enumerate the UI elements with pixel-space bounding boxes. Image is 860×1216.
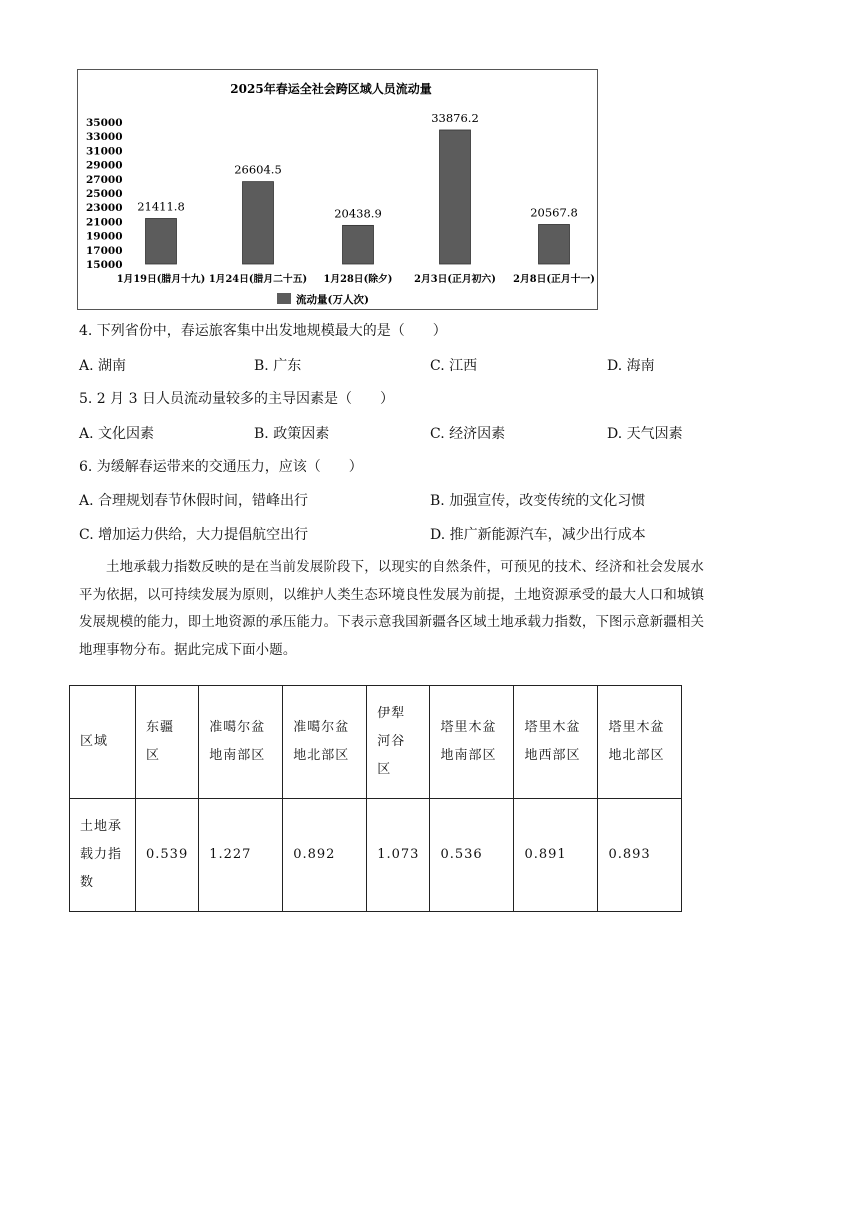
question-5-option-c: C. 经济因素	[430, 426, 506, 442]
y-tick-label: 27000	[86, 173, 123, 186]
bar-value-label: 20567.8	[530, 205, 578, 220]
passage-line: 发展规模的能力，即土地资源的承压能力。下表示意我国新疆各区域土地承载力指数，下图示意新疆相关	[79, 615, 705, 630]
header-cell: 塔里木盆 地南部区	[430, 686, 514, 799]
value-cell: 0.536	[430, 799, 514, 912]
bar-chart-svg	[78, 70, 599, 311]
bar	[243, 182, 274, 264]
x-tick-label: 1月28日(除夕)	[323, 274, 393, 285]
land-capacity-table	[69, 685, 682, 912]
question-4-option-d: D. 海南	[607, 358, 655, 374]
y-tick-label: 15000	[86, 259, 123, 271]
question-4-option-c: C. 江西	[430, 358, 478, 374]
question-6-option-a: A. 合理规划春节休假时间，错峰出行	[79, 493, 309, 509]
x-tick-label: 2月8日(正月十一)	[513, 274, 595, 285]
chart-title: 2025年春运全社会跨区域人员流动量	[230, 82, 432, 96]
header-cell: 塔里木盆 地西部区	[514, 686, 598, 799]
legend-label: 流动量(万人次)	[296, 294, 369, 306]
y-tick-label: 21000	[86, 216, 123, 229]
passage-line: 平为依据，以可持续发展为原则，以维护人类生态环境良性发展为前提，土地资源承受的最大人口和城镇	[79, 587, 705, 603]
bar	[146, 218, 177, 264]
passage-line: 地理事物分布。据此完成下面小题。	[79, 642, 297, 658]
question-4-option-b: B. 广东	[254, 358, 302, 374]
bar-chart	[77, 69, 598, 310]
y-tick-label: 33000	[86, 131, 123, 144]
bar	[343, 225, 374, 264]
bars	[137, 111, 578, 264]
bar-value-label: 26604.5	[234, 162, 282, 177]
value-cell: 1.073	[367, 799, 430, 912]
y-tick-label: 29000	[86, 159, 123, 172]
y-tick-label: 31000	[86, 145, 123, 158]
passage	[79, 554, 781, 664]
x-tick-label: 1月19日(腊月十九)	[116, 274, 206, 285]
question-5-option-b: B. 政策因素	[254, 426, 330, 442]
y-axis	[86, 117, 123, 271]
value-cell: 0.891	[514, 799, 598, 912]
question-5-option-a: A. 文化因素	[79, 426, 155, 442]
question-4-option-a: A. 湖南	[79, 358, 127, 374]
y-tick-label: 19000	[86, 230, 123, 243]
bar	[440, 130, 471, 264]
header-cell: 塔里木盆 地北部区	[598, 686, 682, 799]
table-header-row	[70, 686, 682, 799]
question-6-option-b: B. 加强宣传，改变传统的文化习惯	[430, 493, 646, 509]
row-label-cell: 土地承 载力指 数	[70, 799, 136, 912]
x-tick-label: 2月3日(正月初六)	[414, 274, 496, 285]
y-tick-label: 17000	[86, 244, 123, 257]
bar-value-label: 21411.8	[137, 199, 185, 214]
question-6-stem: 6. 为缓解春运带来的交通压力，应该（ ）	[79, 459, 363, 475]
x-axis	[117, 272, 595, 285]
question-5-option-d: D. 天气因素	[607, 426, 683, 442]
x-tick-label: 1月24日(腊月二十五)	[208, 274, 308, 285]
bar-value-label: 20438.9	[334, 206, 382, 221]
header-cell: 准噶尔盆 地南部区	[199, 686, 283, 799]
value-cell: 0.539	[136, 799, 199, 912]
passage-line: 土地承载力指数反映的是在当前发展阶段下，以现实的自然条件，可预见的技术、经济和社会发展水	[106, 560, 704, 575]
question-5-stem: 5. 2 月 3 日人员流动量较多的主导因素是（ ）	[79, 391, 394, 407]
table-row	[70, 799, 682, 912]
header-cell-region: 区域	[70, 686, 136, 799]
value-cell: 0.893	[598, 799, 682, 912]
header-cell: 东疆 区	[136, 686, 199, 799]
y-tick-label: 23000	[86, 202, 123, 215]
bar	[539, 224, 570, 264]
header-cell: 准噶尔盆 地北部区	[283, 686, 367, 799]
bar-value-label: 33876.2	[431, 110, 479, 125]
question-6-option-d: D. 推广新能源汽车，减少出行成本	[430, 527, 646, 543]
y-tick-label: 35000	[86, 117, 123, 129]
value-cell: 1.227	[199, 799, 283, 912]
question-6-option-c: C. 增加运力供给，大力提倡航空出行	[79, 527, 309, 543]
legend	[277, 293, 369, 306]
legend-swatch	[277, 293, 291, 304]
value-cell: 0.892	[283, 799, 367, 912]
header-cell: 伊犁 河谷 区	[367, 686, 430, 799]
y-tick-label: 25000	[86, 188, 123, 200]
question-4-stem: 4. 下列省份中，春运旅客集中出发地规模最大的是（ ）	[79, 323, 447, 339]
